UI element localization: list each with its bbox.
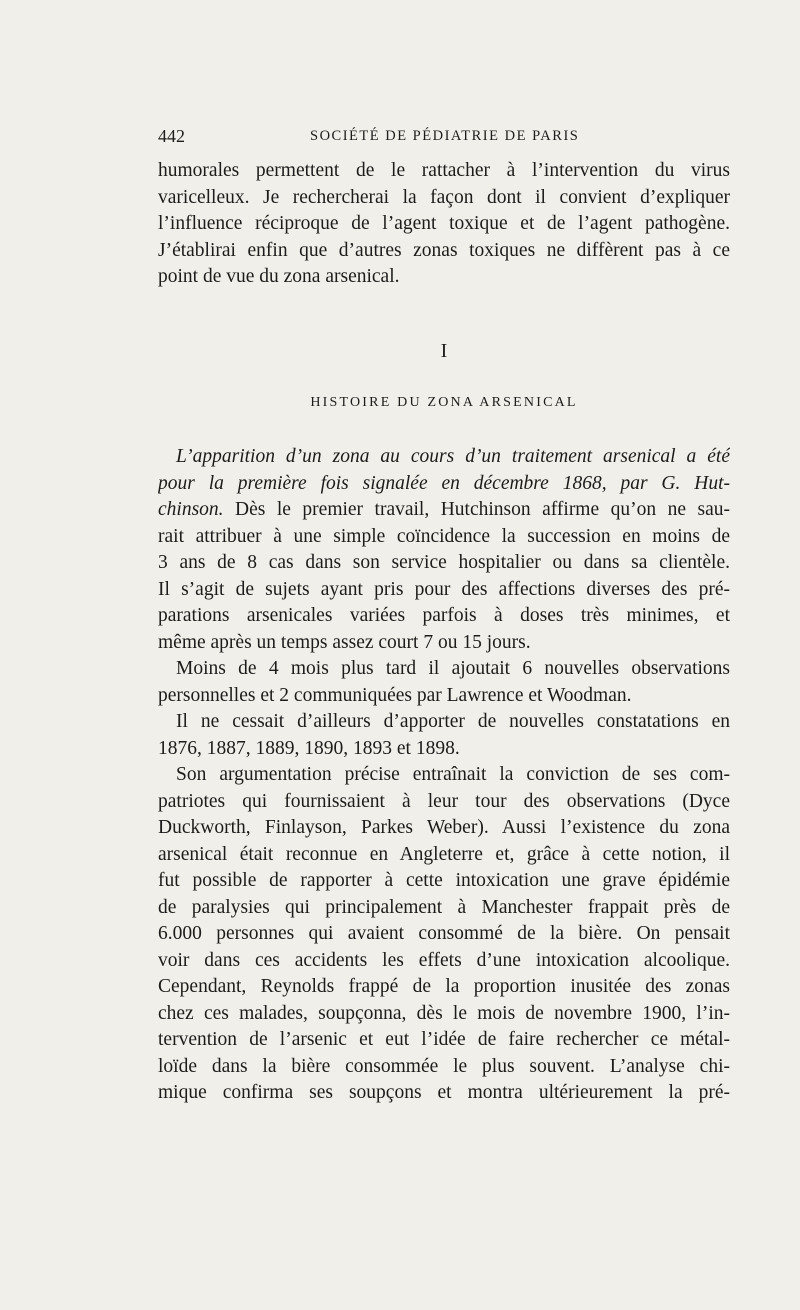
- text-line: Cependant, Reynolds frappé de la proportion inusitée des zonas: [158, 976, 730, 997]
- text-line: chez ces malades, soupçonna, dès le mois de novembre 1900, l’in-: [158, 1002, 730, 1024]
- italic-text: chinson.: [158, 499, 224, 520]
- text-line: 3 ans de 8 cas dans son service hospitalier ou dans sa clientèle.: [158, 552, 730, 573]
- text-line: J’établirai enfin que d’autres zonas toxiques ne diffèrent pas à ce: [158, 239, 730, 261]
- running-title: SOCIÉTÉ DE PÉDIATRIE DE PARIS: [310, 128, 580, 144]
- text-line: 6.000 personnes qui avaient consommé de la bière. On pensait: [158, 923, 730, 944]
- text-line: tervention de l’arsenic et eut l’idée de faire rechercher ce métal-: [158, 1029, 730, 1050]
- text-line: personnelles et 2 communiquées par Lawrence et Woodman.: [158, 684, 632, 706]
- italic-text: L’apparition d’un zona au cours d’un traitement arsenical a été: [176, 446, 730, 467]
- text-line: mique confirma ses soupçons et montra ultérieurement la pré-: [158, 1082, 730, 1103]
- body-text: [158, 444, 730, 1107]
- text-line: varicelleux. Je rechercherai la façon dont il convient d’expliquer: [158, 186, 730, 208]
- text-line: Son argumentation précise entraînait la conviction de ses com-: [176, 764, 730, 785]
- text-line: loïde dans la bière consommée le plus souvent. L’analyse chi-: [158, 1055, 730, 1077]
- text-line: arsenical était reconnue en Angleterre et, grâce à cette notion, il: [158, 843, 730, 865]
- text-line: [158, 471, 730, 498]
- section-title: HISTOIRE DU ZONA ARSENICAL: [310, 395, 578, 410]
- text-line: de paralysies qui principalement à Manchester frappait près de: [158, 896, 730, 918]
- intro-paragraph: [158, 158, 730, 291]
- text-line: Il ne cessait d’ailleurs d’apporter de nouvelles constatations en: [176, 711, 730, 732]
- roman-text: Dès le premier travail, Hutchinson affirme qu’on ne sau-: [223, 499, 730, 520]
- text-line: [158, 444, 730, 471]
- text-line: [158, 497, 730, 524]
- text-line: fut possible de rapporter à cette intoxication une grave épidémie: [158, 870, 730, 891]
- text-line: Duckworth, Finlayson, Parkes Weber). Aussi l’existence du zona: [158, 817, 730, 838]
- italic-text: pour la première fois signalée en décembre 1868, par G. Hut-: [158, 472, 730, 494]
- text-line: humorales permettent de le rattacher à l’intervention du virus: [158, 160, 730, 181]
- text-line: rait attribuer à une simple coïncidence la succession en moins de: [158, 525, 730, 547]
- text-line: 1876, 1887, 1889, 1890, 1893 et 1898.: [158, 737, 460, 759]
- text-line: point de vue du zona arsenical.: [158, 266, 400, 287]
- text-line: Moins de 4 mois plus tard il ajoutait 6 nouvelles observations: [176, 658, 730, 679]
- text-line: voir dans ces accidents les effets d’une intoxication alcoolique.: [158, 949, 730, 971]
- section-number: I: [440, 340, 448, 362]
- text-line: patriotes qui fournissaient à leur tour des observations (Dyce: [158, 790, 730, 812]
- page-number: 442: [158, 126, 185, 146]
- page-header: [158, 126, 730, 150]
- text-line: l’influence réciproque de l’agent toxique et de l’agent pathogène.: [158, 213, 730, 234]
- text-line: Il s’agit de sujets ayant pris pour des affections diverses des pré-: [158, 578, 730, 600]
- text-line: même après un temps assez court 7 ou 15 jours.: [158, 631, 531, 653]
- text-line: parations arsenicales variées parfois à doses très minimes, et: [158, 605, 730, 626]
